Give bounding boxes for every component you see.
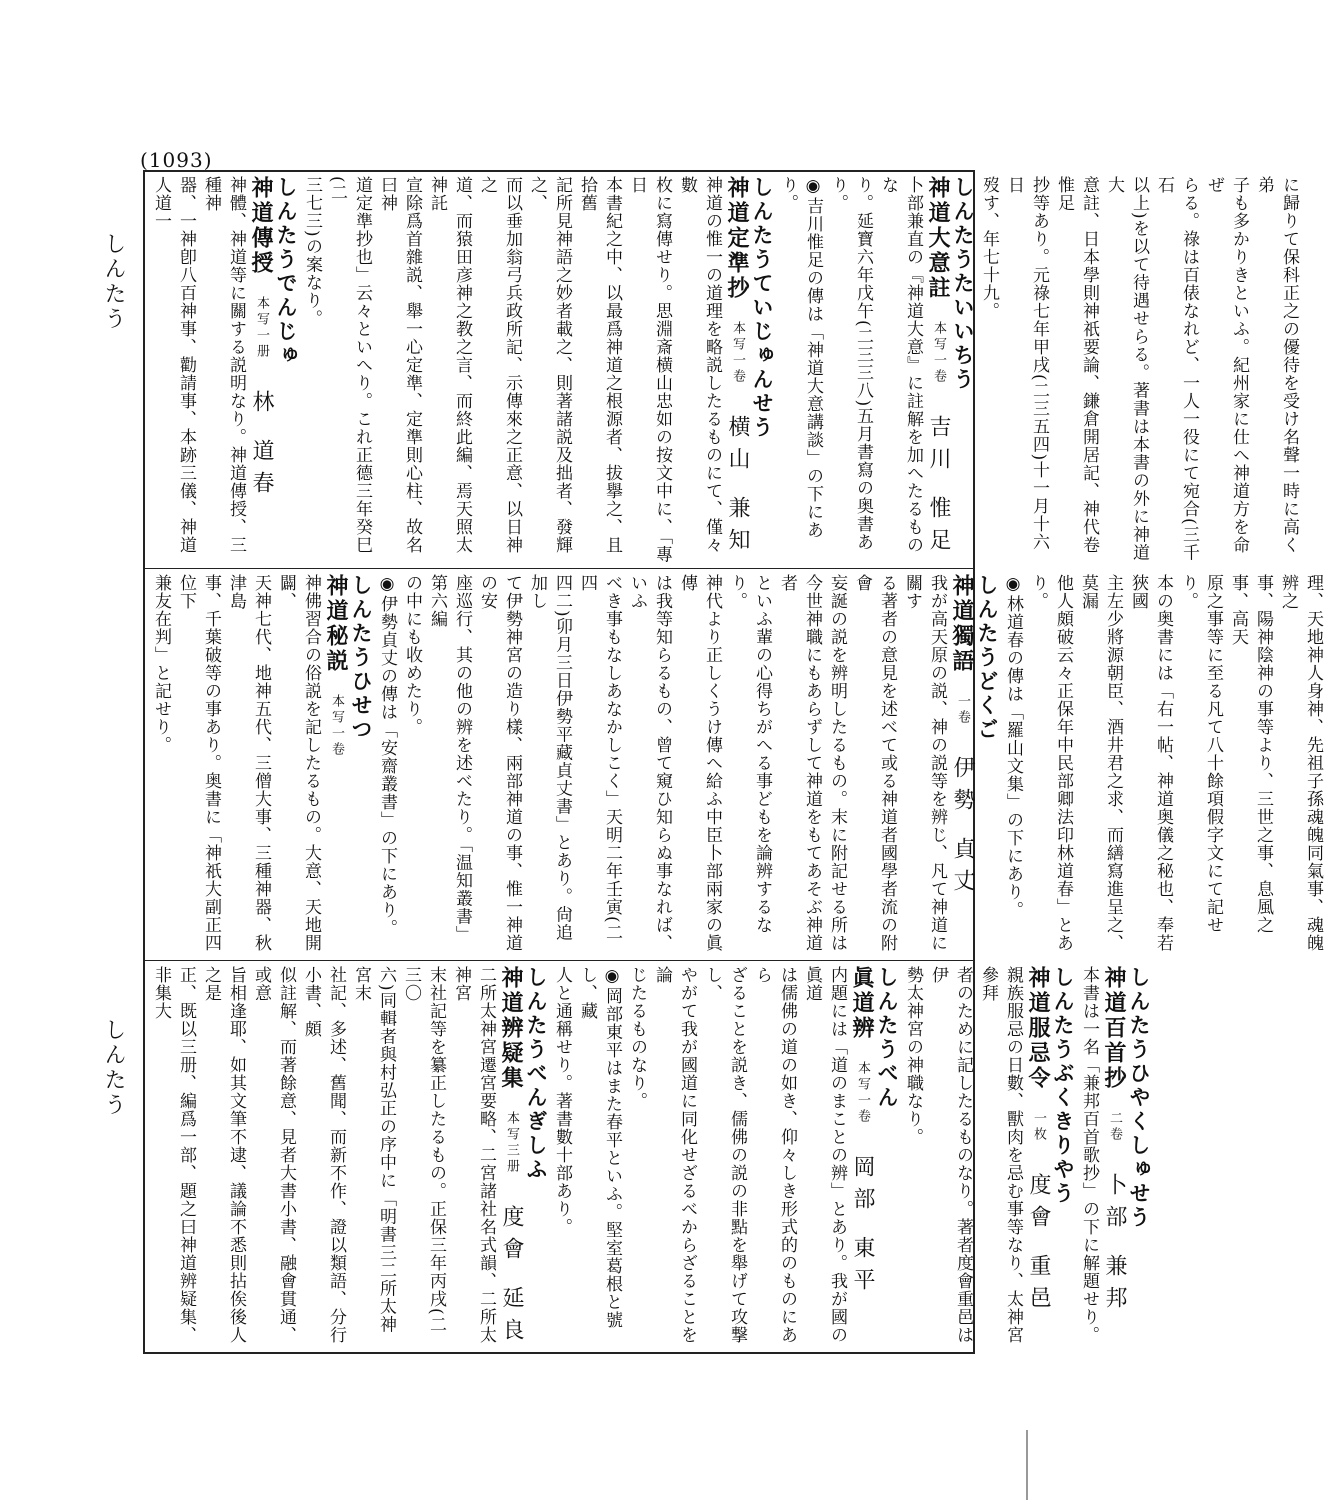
body-line: 人と通稱せり。著書數十部あり。 — [552, 966, 572, 1236]
entry-reading: しんたうべんぎしふ — [524, 966, 549, 1182]
body-line: る著者の意見を述べて或る神道者國學者流の附會 — [852, 574, 897, 952]
entry-title-text: 神道百首抄 — [1101, 966, 1127, 1091]
body-line: 正、既以三册、編爲一部、題之曰神道辨疑集、非集大 — [151, 966, 196, 1344]
body-line: 歿す、年七十九。 — [979, 176, 999, 320]
body-line: 今世神職にもあらずして神道をもてあそぶ神道者 — [777, 574, 822, 952]
entry-volume: 一枚 — [1031, 1111, 1046, 1143]
body-line: 道、而猿田彦神之教之言、而終此編、焉天照太神託 — [427, 176, 472, 554]
running-head-top: しんたう — [101, 232, 126, 332]
body-line: 似註解、而著餘意、見者大書小書、融會貫通、或意 — [251, 966, 296, 1344]
entry-volume: 二卷 — [1107, 1111, 1122, 1143]
page-number: (1093) — [140, 148, 213, 172]
entry-reading: しんたうでんじゅ — [274, 176, 299, 368]
body-line: 子も多かりきといふ。紀州家に仕へ神道方を命ぜ — [1204, 176, 1249, 554]
body-line: 者のために記したるものなり。著者度會重邑は伊 — [928, 966, 973, 1344]
body-line: 旨相逢耶、如其文筆不逮、議論不悉則拈俟後人之是 — [201, 966, 246, 1344]
entry-title — [1101, 966, 1127, 1350]
entry-title-text: 神道定準抄 — [724, 176, 750, 301]
body-line: 座巡行、其の他の辨を述べたり。「温知叢書」第六編 — [427, 574, 472, 944]
entry-title — [724, 176, 750, 564]
body-line: 天神七代、地神五代、三僧大事、三種神器、秋津島 — [226, 574, 271, 952]
entry-author: 卜部 兼邦 — [1102, 1173, 1127, 1318]
entry-author: 吉川 惟足 — [926, 415, 951, 560]
body-line: といふ輩の心得ちがへる事どもを論辨するなり。 — [727, 574, 772, 934]
row-divider-2 — [143, 960, 975, 961]
body-line: 理、天地神人身神、先祖子孫魂魄同氣事、魂魄辨之 — [1278, 574, 1323, 952]
entry-volume: 本写一卷 — [329, 694, 344, 758]
body-line: て伊勢神宮の造り樣、兩部神道の事、惟一神道の安 — [477, 574, 522, 952]
body-line: 主左少將源朝臣、酒井君之求、而繕寫進呈之、莫漏 — [1078, 574, 1123, 952]
body-line: は我等知らるもの、曾て窺ひ知らぬ事なれば、いふ — [627, 574, 672, 952]
entry-reading: しんたうていじゅんせう — [750, 176, 775, 440]
body-line: 三七三)の案なり。 — [302, 176, 322, 328]
panel-middle — [148, 574, 1323, 956]
panel-top-text — [148, 176, 1301, 564]
body-line: べき事もなしあなかしこく」天明二年壬寅(二四 — [577, 574, 622, 942]
entry-volume: 本写一册 — [254, 296, 269, 360]
body-line: 抄等あり。元祿七年甲戌(二三五四)十一月十六日 — [1004, 176, 1049, 552]
body-line: 神佛習合の俗説を記したるもの。大意、天地開闢、 — [276, 574, 321, 952]
body-line: 宣除爲首雜説、舉一心定準、定準則心柱、故名曰神 — [377, 176, 422, 554]
body-line: 枚に寫傳せり。思淵斎横山忠如の按文中に、「專日 — [627, 176, 672, 564]
body-line: じたるものなり。 — [627, 966, 647, 1110]
body-line: らる。祿は百俵なれど、一人一役にて宛合(三千石 — [1154, 176, 1199, 562]
entry-reading: しんたうどくご — [975, 574, 1000, 742]
entry-reading: しんたうひやくしゅせう — [1127, 966, 1152, 1230]
page-edge-mark — [1026, 1430, 1028, 1500]
body-line: 原之事等に至る凡て八十餘項假字文にて記せり。 — [1178, 574, 1223, 934]
entry-title-text: 神道傳授 — [248, 176, 274, 276]
body-line: 而以垂加翁弓兵政所記、示傳來之正意、以日神之 — [477, 176, 522, 554]
entry-volume: 本写一卷 — [730, 321, 745, 385]
reference-note: ◉ 林道春の傳は「羅山文集」の下にあり。 — [1000, 574, 1025, 956]
body-line: 本の奥書には「右一帖、神道奥儀之秘也、奉若狹國 — [1128, 574, 1173, 952]
body-line: 神道の惟一の道理を略説したるものにて、僅々數 — [677, 176, 722, 554]
body-line: 末社記等を纂正したるもの。正保三年丙戌(二三〇 — [401, 966, 446, 1334]
column-divider-top — [143, 172, 144, 568]
entry-title — [1025, 966, 1051, 1350]
panel-bottom-text — [148, 966, 1152, 1350]
body-line: 親族服忌の日數、獸肉を忌む事等なり、太神宮參拜 — [978, 966, 1023, 1344]
row-divider-1 — [143, 568, 975, 569]
entry-author: 伊勢 貞丈 — [950, 756, 975, 901]
body-line: 我が高天原の説、神の説等を辨じ、凡て神道に關す — [902, 574, 947, 952]
reference-note: ◉ 岡部東平はまた春平といふ。堅室葛根と號し、藏 — [574, 966, 624, 1350]
panel-bottom — [148, 966, 1152, 1350]
body-line: 事、千葉破等の事あり。奥書に「神祇大副正四位下 — [176, 574, 221, 952]
entry-title — [949, 574, 975, 956]
entry-author: 林 道春 — [249, 390, 274, 503]
body-line: り。延寶六年戊午(二三三八)五月書寫の奥書あり。 — [828, 176, 873, 552]
body-line: は儒佛の道の如き、仰々しき形式的のものにあら — [752, 966, 797, 1344]
entry-title-text: 神道獨語 — [949, 574, 975, 674]
body-line: 内題には「道のまことの辨」とあり。我が國の眞道 — [802, 966, 847, 1344]
reference-note: ◉ 吉川惟足の傳は「神道大意講談」の下にあり。 — [775, 176, 825, 564]
entry-volume: 本写三册 — [504, 1111, 519, 1175]
body-line: 道定準抄也」云々といへり。これ正德三年癸巳(二 — [327, 176, 372, 554]
body-line: 他人頗破云々正保年中民部卿法印林道春」とあり。 — [1028, 574, 1073, 952]
entry-title — [849, 966, 875, 1350]
entry-title — [498, 966, 524, 1350]
body-line: 事、陽神陰神の事等より、三世之事、息風之事、高天 — [1228, 574, 1273, 934]
entry-reading: しんたうひせつ — [349, 574, 374, 742]
entry-title-text: 神道秘説 — [323, 574, 349, 674]
entry-title — [323, 574, 349, 956]
body-line: 四二)卯月三日伊勢平藏貞丈書」とあり。尙追加し — [527, 574, 572, 942]
body-line: 神代より正しくうけ傳へ給ふ中臣卜部兩家の眞傳 — [677, 574, 722, 952]
body-line: ざることを説き、儒佛の説の非點を舉げて攻撃し、 — [702, 966, 747, 1344]
body-line: 以上)を以て待遇せらる。著書は本書の外に神道大 — [1104, 176, 1149, 562]
body-line: 本書は一名「兼邦百首歌抄」の下に解題せり。 — [1079, 966, 1099, 1344]
body-line: の中にも收めたり。 — [402, 574, 422, 736]
body-line: 意註、日本學則神祇要論、鎌倉開居記、神代卷惟足 — [1054, 176, 1099, 554]
entry-title-text: 眞道辨 — [849, 966, 875, 1041]
entry-title-text: 神道大意註 — [925, 176, 951, 301]
body-line: 妄誕の説を辨明したるもの。末に附記せる所は — [827, 574, 847, 952]
entry-volume: 本写一卷 — [931, 321, 946, 385]
body-line: 兼友在判」と記せり。 — [151, 574, 171, 754]
entry-title-text: 神道服忌令 — [1025, 966, 1051, 1091]
body-line: 六)同輯者與村弘正の序中に「明書三二所太神宮末 — [351, 966, 396, 1334]
body-line: 本書紀之中、以最爲神道之根源者、拔擧之、且拾舊 — [577, 176, 622, 554]
entry-author: 度會 延良 — [499, 1205, 524, 1350]
body-line: 神體、神道等に關する説明なり。神道傳授、三種神 — [201, 176, 246, 554]
body-line: 二所太神宮遷宮要略、二宮諸社名式韻、二所太神宮 — [451, 966, 496, 1344]
entry-reading: しんたうたいいちう — [951, 176, 976, 392]
entry-author: 横山 兼知 — [725, 415, 750, 560]
entry-title — [248, 176, 274, 564]
body-line: 記所見神語之妙者載之、則著諸説及拙者、發輝之、 — [527, 176, 572, 554]
entry-author: 岡部 東平 — [850, 1155, 875, 1300]
panel-middle-text — [148, 574, 1325, 956]
running-head-bottom: しんたう — [101, 1018, 126, 1118]
entry-title — [925, 176, 951, 564]
body-line: やがて我が國道に同化せざるべからざることを論 — [652, 966, 697, 1344]
body-line: 卜部兼直の『神道大意』に註解を加へたるものな — [878, 176, 923, 554]
entry-reading: しんたうべん — [875, 966, 900, 1110]
entry-reading: しんたうぶくきりやう — [1051, 966, 1076, 1206]
entry-volume: 一卷 — [955, 694, 970, 726]
body-line: に歸りて保科正之の優待を受け名聲一時に高く弟 — [1254, 176, 1299, 554]
body-line: 勢太神宮の神職なり。 — [903, 966, 923, 1146]
entry-title-text: 神道辨疑集 — [498, 966, 524, 1091]
entry-author: 度會 重邑 — [1026, 1173, 1051, 1318]
body-line: 社記、多述、舊聞、而新不作、證以類語、分行小書、頗 — [301, 966, 346, 1344]
body-line: 器、一神卽八百神事、勸請事、本跡三儀、神道人道一 — [151, 176, 196, 554]
panel-top — [148, 176, 1299, 564]
entry-volume: 本写一卷 — [855, 1061, 870, 1125]
reference-note: ◉ 伊勢貞丈の傳は「安齋叢書」の下にあり。 — [374, 574, 399, 956]
